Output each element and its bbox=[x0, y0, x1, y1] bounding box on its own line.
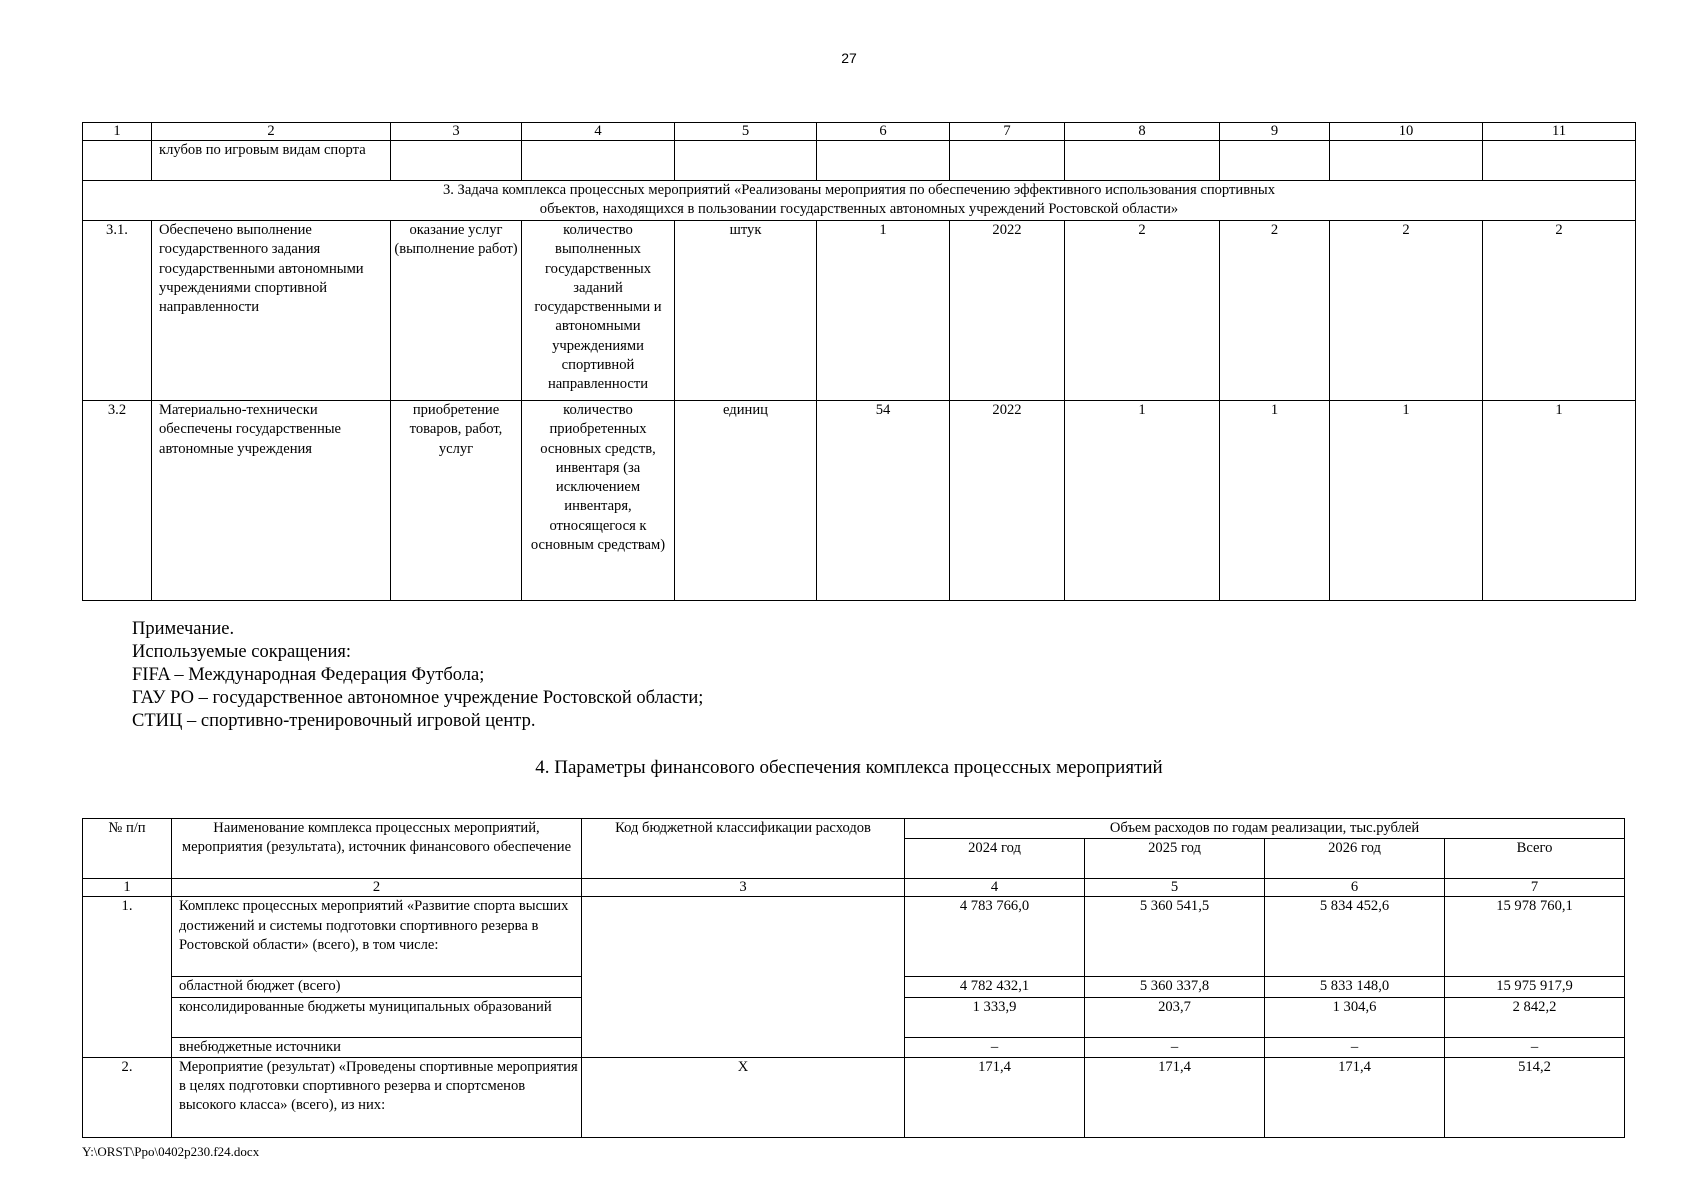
table-cell bbox=[1065, 141, 1220, 181]
table-cell bbox=[522, 141, 675, 181]
value-col-9: 1 bbox=[1220, 401, 1330, 601]
result-name: Обеспечено выполнение государственного задания государственными автономными учреждениями спортивной направленности bbox=[152, 221, 391, 401]
continuation-row bbox=[83, 141, 1636, 181]
amount-2026: – bbox=[1265, 1037, 1445, 1057]
amount-2024: – bbox=[905, 1037, 1085, 1057]
row-number: 2. bbox=[83, 1057, 172, 1137]
row-number: 1. bbox=[83, 897, 172, 1058]
abbreviation-line: FIFA – Международная Федерация Футбола; bbox=[132, 665, 485, 685]
result-type: оказание услуг (выполнение работ) bbox=[391, 221, 522, 401]
amount-2025: 203,7 bbox=[1085, 997, 1265, 1037]
amount-2025: 5 360 541,5 bbox=[1085, 897, 1265, 977]
row-number: 3.2 bbox=[83, 401, 152, 601]
column-number: 6 bbox=[817, 123, 950, 141]
table-cell bbox=[1220, 141, 1330, 181]
unit: штук bbox=[675, 221, 817, 401]
indicator-name: количество приобретенных основных средств, инвентаря (за исключением инвентаря, относящегося к основным средствам) bbox=[522, 401, 675, 601]
budget-code bbox=[582, 897, 905, 1058]
finance-table bbox=[82, 818, 1625, 1138]
activity-name: Комплекс процессных мероприятий «Развитие спорта высших достижений и системы подготовки спортивного резерва в Ростовской области» (всего), в том числе: bbox=[172, 897, 582, 977]
column-number: 5 bbox=[1085, 879, 1265, 897]
column-number: 1 bbox=[83, 879, 172, 897]
base-year: 2022 bbox=[950, 221, 1065, 401]
header-year-2026: 2026 год bbox=[1265, 839, 1445, 879]
table-row bbox=[83, 401, 1636, 601]
table-cell bbox=[675, 141, 817, 181]
abbreviation-line: СТИЦ – спортивно-тренировочный игровой центр. bbox=[132, 711, 536, 731]
abbreviation-line: ГАУ РО – государственное автономное учреждение Ростовской области; bbox=[132, 688, 704, 708]
header-volume: Объем расходов по годам реализации, тыс.рублей bbox=[905, 819, 1625, 839]
column-number: 4 bbox=[522, 123, 675, 141]
base-year: 2022 bbox=[950, 401, 1065, 601]
amount-2026: 171,4 bbox=[1265, 1057, 1445, 1137]
table-cell bbox=[391, 141, 522, 181]
task-header: 3. Задача комплекса процессных мероприятий «Реализованы мероприятия по обеспечению эффективного использования спортивных объектов, находящихся в пользовании государственных автономных учреждений Ростовской области» bbox=[83, 181, 1636, 221]
budget-code: Х bbox=[582, 1057, 905, 1137]
value-col-10: 2 bbox=[1330, 221, 1483, 401]
column-number: 10 bbox=[1330, 123, 1483, 141]
table-row bbox=[83, 1057, 1625, 1137]
column-number: 11 bbox=[1483, 123, 1636, 141]
amount-2024: 4 783 766,0 bbox=[905, 897, 1085, 977]
column-number: 7 bbox=[1445, 879, 1625, 897]
amount-total: 2 842,2 bbox=[1445, 997, 1625, 1037]
header-year-2024: 2024 год bbox=[905, 839, 1085, 879]
column-number: 2 bbox=[152, 123, 391, 141]
amount-2026: 5 834 452,6 bbox=[1265, 897, 1445, 977]
base-value: 54 bbox=[817, 401, 950, 601]
value-col-11: 1 bbox=[1483, 401, 1636, 601]
column-number: 6 bbox=[1265, 879, 1445, 897]
header-row bbox=[83, 819, 1625, 839]
result-type: приобретение товаров, работ, услуг bbox=[391, 401, 522, 601]
column-number: 5 bbox=[675, 123, 817, 141]
file-path-footer: Y:\ORST\Ppo\0402p230.f24.docx bbox=[82, 1144, 260, 1159]
amount-2024: 171,4 bbox=[905, 1057, 1085, 1137]
amount-2025: 171,4 bbox=[1085, 1057, 1265, 1137]
table-cell bbox=[817, 141, 950, 181]
value-col-9: 2 bbox=[1220, 221, 1330, 401]
amount-2025: 5 360 337,8 bbox=[1085, 977, 1265, 997]
amount-2026: 5 833 148,0 bbox=[1265, 977, 1445, 997]
task-header-row bbox=[83, 181, 1636, 221]
value-col-10: 1 bbox=[1330, 401, 1483, 601]
row-number: 3.1. bbox=[83, 221, 152, 401]
column-number: 4 bbox=[905, 879, 1085, 897]
funding-source: областной бюджет (всего) bbox=[172, 977, 582, 997]
header-number: № п/п bbox=[83, 819, 172, 879]
table-row bbox=[83, 897, 1625, 977]
value-col-8: 1 bbox=[1065, 401, 1220, 601]
continuation-text: клубов по игровым видам спорта bbox=[152, 141, 391, 181]
header-total: Всего bbox=[1445, 839, 1625, 879]
amount-total: 514,2 bbox=[1445, 1057, 1625, 1137]
table-cell bbox=[83, 141, 152, 181]
header-year-2025: 2025 год bbox=[1085, 839, 1265, 879]
table-row bbox=[83, 221, 1636, 401]
base-value: 1 bbox=[817, 221, 950, 401]
note-subtitle: Используемые сокращения: bbox=[132, 642, 352, 662]
column-number: 9 bbox=[1220, 123, 1330, 141]
column-number: 7 bbox=[950, 123, 1065, 141]
column-number: 3 bbox=[582, 879, 905, 897]
amount-2025: – bbox=[1085, 1037, 1265, 1057]
table-cell bbox=[1330, 141, 1483, 181]
result-name: Материально-технически обеспечены государственные автономные учреждения bbox=[152, 401, 391, 601]
results-table bbox=[82, 122, 1636, 601]
value-col-11: 2 bbox=[1483, 221, 1636, 401]
funding-source: внебюджетные источники bbox=[172, 1037, 582, 1057]
column-number: 1 bbox=[83, 123, 152, 141]
note-title: Примечание. bbox=[132, 619, 235, 639]
amount-total: – bbox=[1445, 1037, 1625, 1057]
amount-2026: 1 304,6 bbox=[1265, 997, 1445, 1037]
column-number-row bbox=[83, 123, 1636, 141]
page-number: 27 bbox=[841, 50, 857, 66]
amount-total: 15 975 917,9 bbox=[1445, 977, 1625, 997]
amount-total: 15 978 760,1 bbox=[1445, 897, 1625, 977]
funding-source: консолидированные бюджеты муниципальных образований bbox=[172, 997, 582, 1037]
abbreviations-note bbox=[132, 618, 703, 733]
table-cell bbox=[950, 141, 1065, 181]
column-number-row bbox=[83, 879, 1625, 897]
column-number: 2 bbox=[172, 879, 582, 897]
amount-2024: 4 782 432,1 bbox=[905, 977, 1085, 997]
amount-2024: 1 333,9 bbox=[905, 997, 1085, 1037]
unit: единиц bbox=[675, 401, 817, 601]
header-budget-code: Код бюджетной классификации расходов bbox=[582, 819, 905, 879]
activity-name: Мероприятие (результат) «Проведены спортивные мероприятия в целях подготовки спортивного резерва и спортсменов высокого класса» (всего), из них: bbox=[172, 1057, 582, 1137]
column-number: 8 bbox=[1065, 123, 1220, 141]
section-title: 4. Параметры финансового обеспечения комплекса процессных мероприятий bbox=[535, 757, 1163, 778]
value-col-8: 2 bbox=[1065, 221, 1220, 401]
column-number: 3 bbox=[391, 123, 522, 141]
header-name: Наименование комплекса процессных мероприятий, мероприятия (результата), источник финансового обеспечение bbox=[172, 819, 582, 879]
indicator-name: количество выполненных государственных заданий государственными и автономными учреждениями спортивной направленности bbox=[522, 221, 675, 401]
table-cell bbox=[1483, 141, 1636, 181]
